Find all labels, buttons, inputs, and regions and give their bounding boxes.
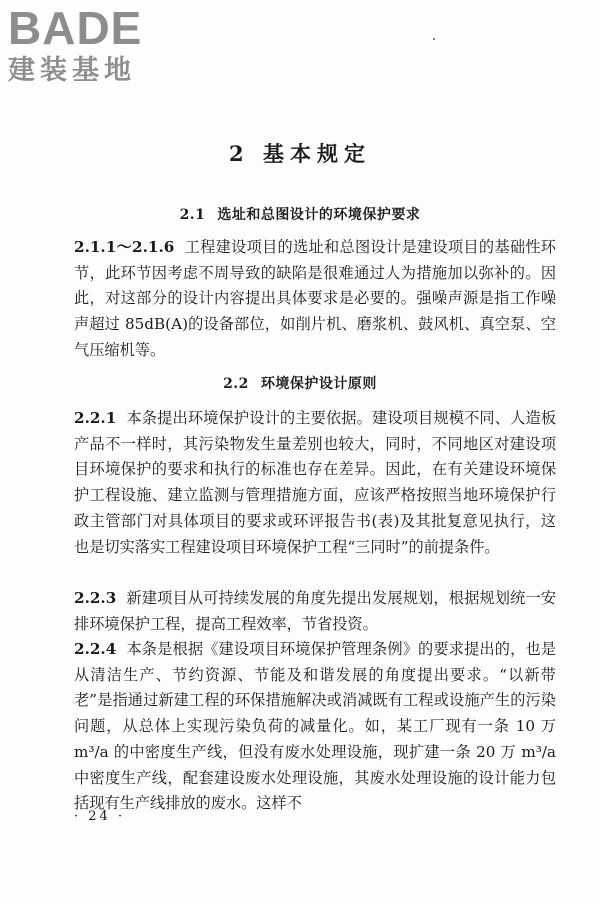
section-title: 选址和总图设计的环境保护要求 <box>217 207 421 223</box>
section-title: 环境保护设计原则 <box>260 376 377 392</box>
paragraph-2-1-1 <box>74 235 556 364</box>
paragraph-2-2-3 <box>74 586 556 637</box>
chapter-title: 2 基本规定 <box>229 141 371 166</box>
print-dot <box>433 38 435 40</box>
section-number: 2.2 <box>223 376 249 392</box>
clause-number: 2.2.4 <box>74 640 117 658</box>
paragraph-2-2-1 <box>74 406 556 560</box>
clause-number: 2.2.1 <box>74 409 117 427</box>
logo-wordmark: BADE <box>8 2 143 54</box>
paragraph-text: 工程建设项目的选址和总图设计是建设项目的基础性环节，此环节因考虑不周导致的缺陷是很难通过人为措施加以弥补的。因此，对这部分的设计内容提出具体要求是必要的。强噪声源是指工作噪声超过 85dB(A)的设备部位，如削片机、磨浆机、鼓风机、真空泵、空气压缩机等。 <box>74 238 556 359</box>
clause-number: 2.1.1～2.1.6 <box>74 238 175 256</box>
bade-logo <box>8 4 178 88</box>
paragraph-2-2-4 <box>74 637 556 817</box>
section-heading-2-2 <box>0 374 600 394</box>
page-number: · 24 · <box>74 809 126 824</box>
section-number: 2.1 <box>179 207 206 223</box>
clause-number: 2.2.3 <box>74 589 117 607</box>
section-heading-2-1 <box>0 205 600 225</box>
paragraph-text: 本条提出环境保护设计的主要依据。建设项目规模不同、人造板产品不一样时，其污染物发生量差别也较大，同时，不同地区对建设项目环境保护的要求和执行的标准也存在差异。因此，在有关建设环境保护工程设施、建立监测与管理措施方面，应该严格按照当地环境保护行政主管部门对具体项目的要求或环评报告书(表)及其批复意见执行，这也是切实落实工程建设项目环境保护工程“三同时”的前提条件。 <box>74 409 556 556</box>
paragraph-text: 本条是根据《建设项目环境保护管理条例》的要求提出的，也是从清洁生产、节约资源、节能及和谐发展的角度提出要求。“以新带老”是指通过新建工程的环保措施解决或消减既有工程或设施产生的污染问题，从总体上实现污染负荷的减量化。如，某工厂现有一条 10 万 m³/a 的中密度生产线，但没有废水处理设施，现扩建一条 20 万 m³/a 中密度生产线，配套建设废水处理设施，其废水处理设施的设计能力包括现有生产线排放的废水。这样不 <box>74 640 556 813</box>
paragraph-text: 新建项目从可持续发展的角度先提出发展规划，根据规划统一安排环境保护工程，提高工程效率，节省投资。 <box>74 589 556 633</box>
logo-subtitle: 建装基地 <box>8 55 136 86</box>
